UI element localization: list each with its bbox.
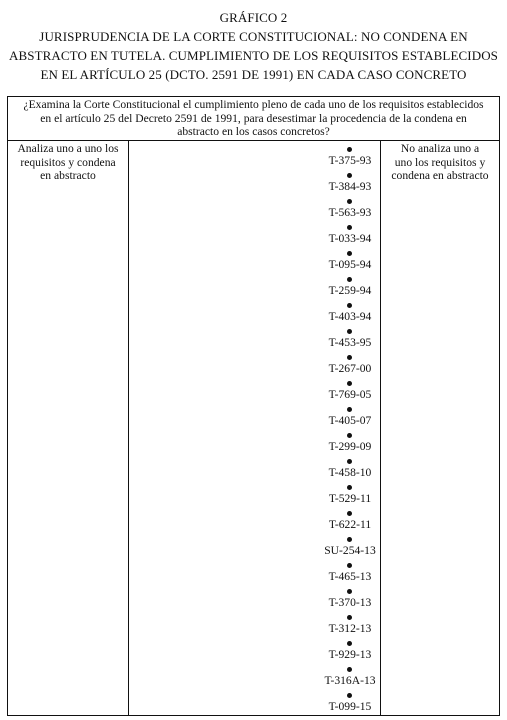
bullet-icon bbox=[347, 693, 352, 698]
case-label: T-267-00 bbox=[328, 362, 372, 375]
bullet-icon bbox=[347, 225, 352, 230]
case-label: T-403-94 bbox=[328, 310, 372, 323]
bullet-icon bbox=[347, 433, 352, 438]
case-label: T-529-11 bbox=[328, 492, 372, 505]
case-label: T-370-13 bbox=[328, 596, 372, 609]
case-label: T-095-94 bbox=[328, 258, 372, 271]
bullet-icon bbox=[347, 641, 352, 646]
bullet-icon bbox=[347, 329, 352, 334]
bullet-icon bbox=[347, 147, 352, 152]
case-label: T-259-94 bbox=[328, 284, 372, 297]
question-line-1: ¿Examina la Corte Constitucional el cumplimiento pleno de cada uno de los requisitos establecidos bbox=[23, 98, 484, 111]
bullet-icon bbox=[347, 355, 352, 360]
case-label: SU-254-13 bbox=[324, 544, 376, 557]
right-category-column bbox=[380, 141, 499, 715]
bullet-icon bbox=[347, 667, 352, 672]
bullet-icon bbox=[347, 199, 352, 204]
question-line-2: en el artículo 25 del Decreto 2591 de 1991, para desestimar la procedencia de la condena en bbox=[40, 111, 467, 125]
bullet-icon bbox=[347, 537, 352, 542]
case-label: T-316A-13 bbox=[324, 674, 376, 687]
heading-line-1: GRÁFICO 2 bbox=[219, 10, 288, 25]
question-line-3: abstracto en los casos concretos? bbox=[177, 125, 330, 138]
case-label: T-384-93 bbox=[328, 180, 372, 193]
bullet-icon bbox=[347, 459, 352, 464]
case-label: T-375-93 bbox=[328, 154, 372, 167]
question-header bbox=[8, 97, 499, 141]
case-label: T-458-10 bbox=[328, 466, 372, 479]
right-category-line-1: No analiza uno a bbox=[400, 142, 480, 155]
classification-table bbox=[7, 96, 500, 716]
case-label: T-299-09 bbox=[328, 440, 372, 453]
case-label: T-929-13 bbox=[328, 648, 372, 661]
bullet-icon bbox=[347, 407, 352, 412]
case-label: T-312-13 bbox=[328, 622, 372, 635]
bullet-icon bbox=[347, 511, 352, 516]
right-category-line-2: uno los requisitos y bbox=[394, 155, 486, 169]
case-list bbox=[129, 141, 380, 715]
left-category-column bbox=[8, 141, 129, 715]
bullet-icon bbox=[347, 251, 352, 256]
left-category-line-2: requisitos y condena bbox=[20, 155, 116, 169]
left-category-line-1: Analiza uno a uno los bbox=[17, 142, 119, 155]
case-label: T-465-13 bbox=[328, 570, 372, 583]
heading-line-3: ABSTRACTO EN TUTELA. CUMPLIMIENTO DE LOS REQUISITOS ESTABLECIDOS bbox=[8, 48, 499, 63]
bullet-icon bbox=[347, 277, 352, 282]
case-label: T-622-11 bbox=[328, 518, 372, 531]
bullet-icon bbox=[347, 485, 352, 490]
case-label: T-563-93 bbox=[328, 206, 372, 219]
case-label: T-769-05 bbox=[328, 388, 372, 401]
bullet-icon bbox=[347, 381, 352, 386]
heading-line-4: EN EL ARTÍCULO 25 (DCTO. 2591 DE 1991) EN CADA CASO CONCRETO bbox=[40, 67, 467, 82]
case-label: T-099-15 bbox=[328, 700, 372, 713]
right-category-line-3: condena en abstracto bbox=[391, 169, 489, 182]
case-label: T-033-94 bbox=[328, 232, 372, 245]
bullet-icon bbox=[347, 303, 352, 308]
bullet-icon bbox=[347, 615, 352, 620]
case-label: T-405-07 bbox=[328, 414, 372, 427]
case-label: T-453-95 bbox=[328, 336, 372, 349]
heading-line-2: JURISPRUDENCIA DE LA CORTE CONSTITUCIONAL: NO CONDENA EN bbox=[39, 29, 468, 44]
bullet-icon bbox=[347, 589, 352, 594]
left-category-line-3: en abstracto bbox=[40, 169, 96, 182]
chart-heading bbox=[0, 8, 507, 84]
bullet-icon bbox=[347, 173, 352, 178]
bullet-icon bbox=[347, 563, 352, 568]
